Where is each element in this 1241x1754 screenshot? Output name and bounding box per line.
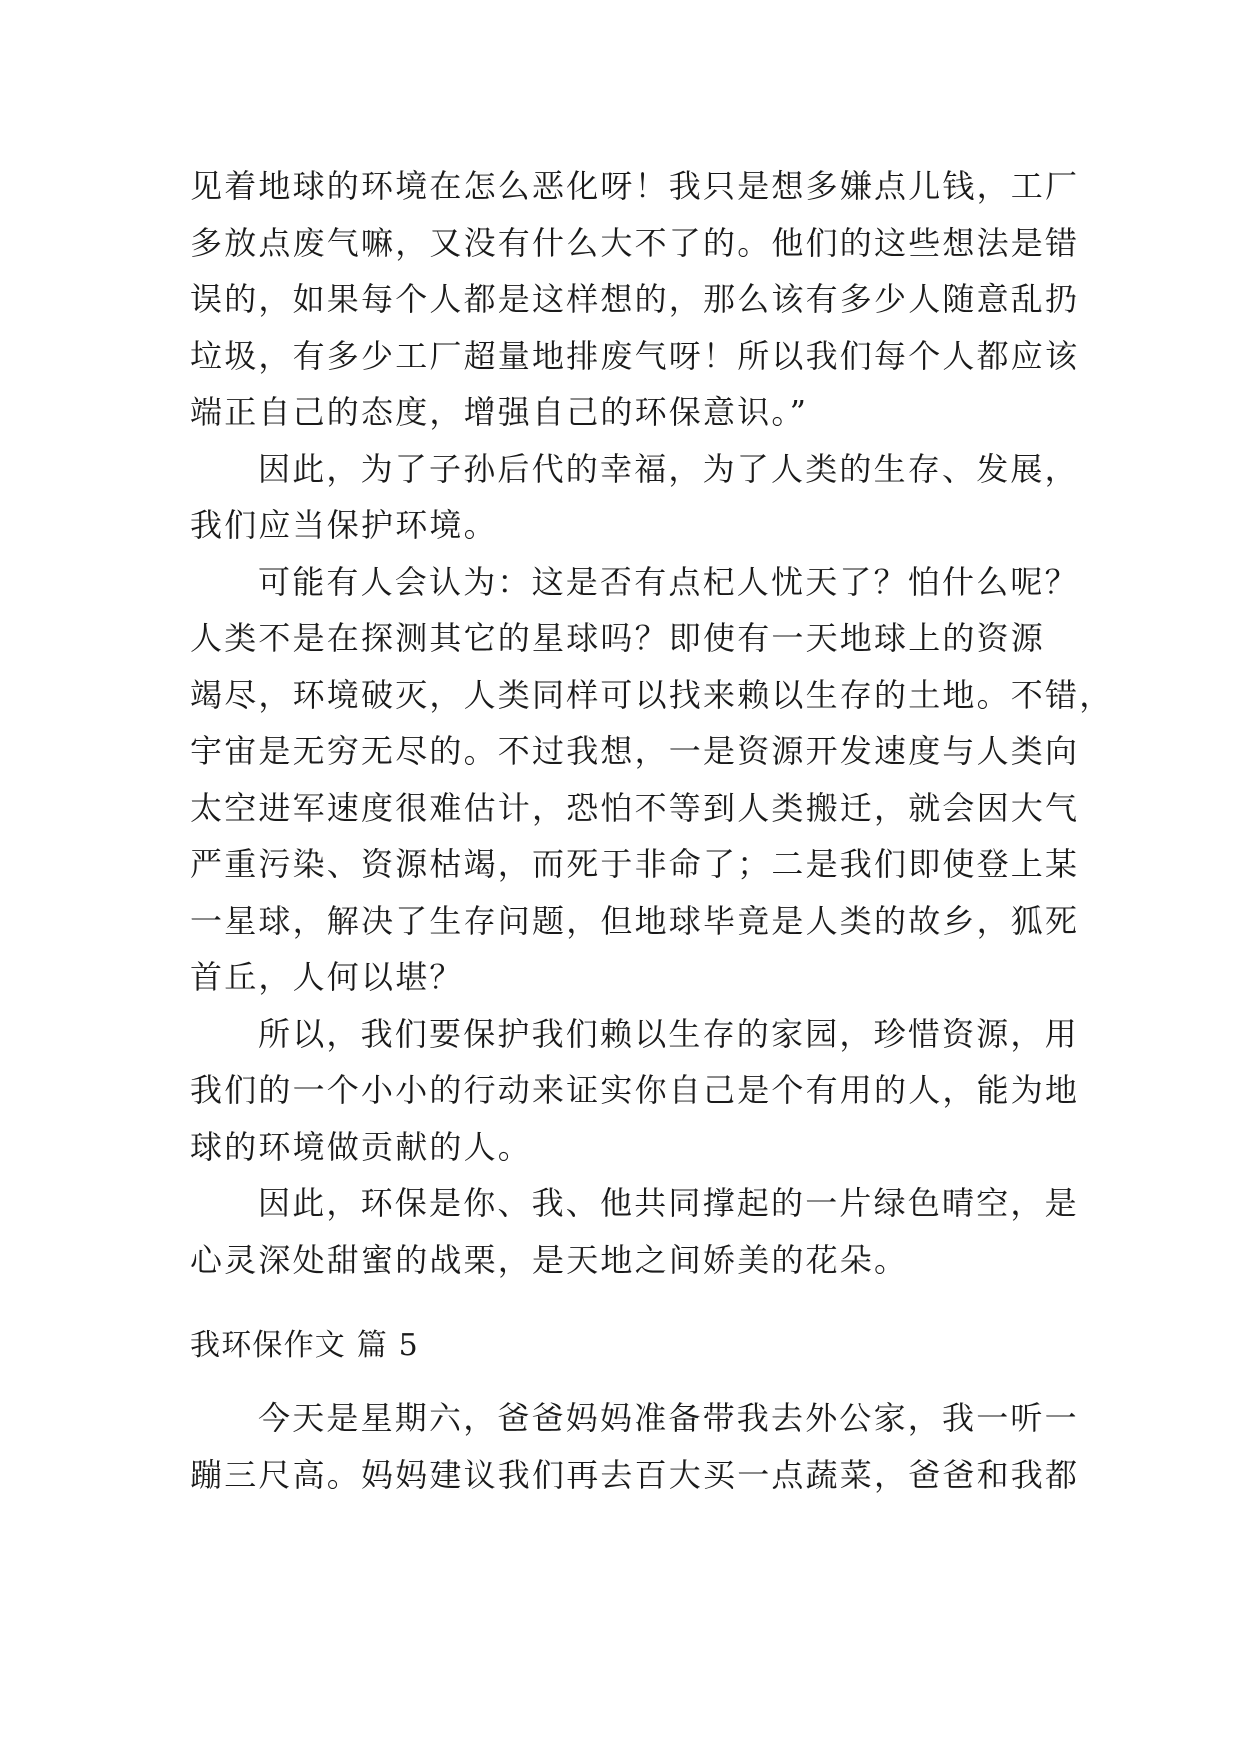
text-line: 因此，环保是你、我、他共同撑起的一片绿色晴空，是 — [258, 1184, 1079, 1222]
text-line: 多放点废气嘛，又没有什么大不了的。他们的这些想法是错 — [190, 223, 1080, 262]
text-line: 竭尽，环境破灭，人类同样可以找来赖以生存的土地。不错， — [190, 675, 1114, 714]
text-line: 球的环境做贡献的人。 — [190, 1127, 533, 1166]
text-line: 我们的一个小小的行动来证实你自己是个有用的人，能为地 — [190, 1071, 1080, 1109]
text-line: 误的，如果每个人都是这样想的，那么该有多少人随意乱扔 — [190, 280, 1080, 318]
text-line: 今天是星期六，爸爸妈妈准备带我去外公家，我一听一 — [258, 1399, 1079, 1437]
text-line: 首丘，人何以堪？ — [190, 958, 464, 996]
text-line: 蹦三尺高。妈妈建议我们再去百大买一点蔬菜，爸爸和我都 — [190, 1455, 1080, 1494]
text-line: 严重污染、资源枯竭，而死于非命了；二是我们即使登上某 — [190, 845, 1080, 883]
paragraph — [190, 158, 1080, 441]
section-heading: 我环保作文 篇 5 — [190, 1328, 419, 1363]
paragraph — [190, 554, 1114, 1006]
section-body — [190, 1390, 1080, 1503]
text-line: 所以，我们要保护我们赖以生存的家园，珍惜资源，用 — [258, 1014, 1079, 1053]
text-line: 心灵深处甜蜜的战栗，是天地之间娇美的花朵。 — [190, 1240, 909, 1279]
text-line: 太空进军速度很难估计，恐怕不等到人类搬迁，就会因大气 — [190, 788, 1080, 827]
paragraph — [190, 1006, 1080, 1176]
text-line: 一星球，解决了生存问题，但地球毕竟是人类的故乡，狐死 — [190, 901, 1080, 940]
text-line: 我们应当保护环境。 — [190, 506, 498, 544]
text-line: 因此，为了子孙后代的幸福，为了人类的生存、发展， — [258, 449, 1079, 488]
paragraph — [190, 1175, 1079, 1288]
text-line: 人类不是在探测其它的星球吗？即使有一天地球上的资源 — [190, 619, 1046, 657]
text-line: 可能有人会认为：这是否有点杞人忧天了？怕什么呢？ — [258, 562, 1079, 601]
text-line: 见着地球的环境在怎么恶化呀！我只是想多嫌点儿钱，工厂 — [190, 167, 1080, 205]
text-line: 端正自己的态度，增强自己的环保意识。” — [190, 393, 809, 431]
text-line: 宇宙是无穷无尽的。不过我想，一是资源开发速度与人类向 — [190, 732, 1080, 770]
text-line: 垃圾，有多少工厂超量地排废气呀！所以我们每个人都应该 — [190, 336, 1080, 375]
paragraph — [190, 1390, 1080, 1503]
paragraph — [190, 441, 1079, 554]
essay-body — [190, 158, 1114, 1288]
